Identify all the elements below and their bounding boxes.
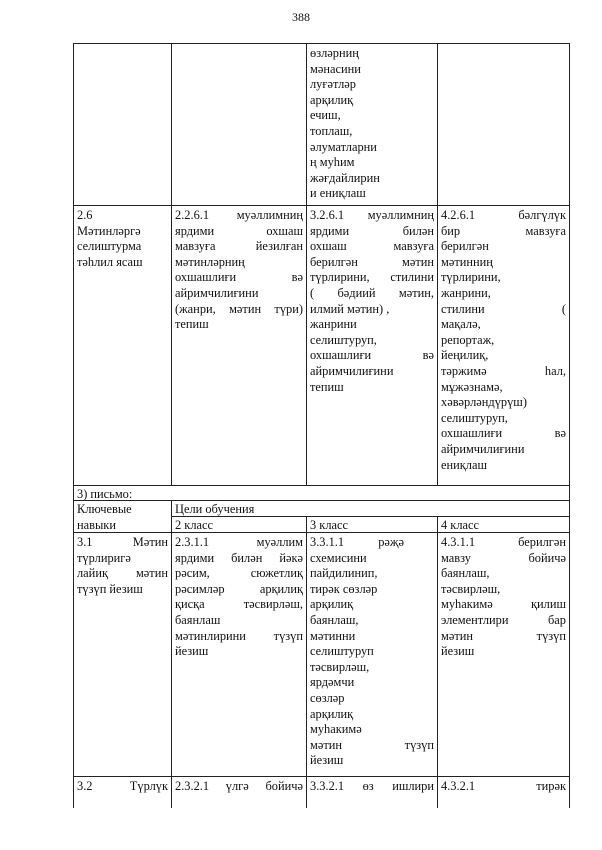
row-3-2-col3 [307,778,437,795]
text-line: ениқлаш [441,457,488,472]
text-line: ечиш, [310,108,341,123]
text-line: ярдими билән [310,223,434,238]
text-line: 4 класс [441,518,479,532]
text-line: тәсвирләш, [310,659,370,674]
text-line: селиштуруп [310,644,374,659]
text-line: 2 класс [175,518,213,532]
text-line: репортаж, [441,332,495,347]
text-line: рәсим, сюжетлиқ [175,566,303,581]
text-line: тәсвирләш, [441,581,501,596]
text-line: мәтинлирини түзүп [175,628,303,643]
text-line: лайиқ мәтин [77,566,168,581]
text-line: 3.2 Түрлүк [77,779,168,793]
text-line: 4.3.1.1 берилгән [441,535,566,549]
text-line: тепиш [310,379,344,394]
text-line: жанрини, [441,285,491,300]
text-line: ( бәдиий мәтин, [310,285,434,300]
text-line: айримчилиғини [175,285,259,300]
text-line: мақалә, [441,317,481,332]
section-title: 3) письмо: [77,487,133,501]
text-line: берилгән мәтин [310,254,434,269]
text-line: түрлирини, стилини [310,270,434,285]
text-line: луғәтләр [310,77,356,92]
text-line: түзүп йезиш [77,581,143,596]
top-row-col3 [307,45,437,202]
text-line: түрлиригә [77,550,131,565]
text-line: Цели обучения [175,502,255,516]
row-3-2-col1 [74,778,171,795]
text-line: элементлири бар [441,612,566,627]
text-line: йезиш [310,753,344,768]
text-line: йеңилиқ, [441,348,489,363]
text-line: 3.2.6.1 муәллимниң [310,208,434,222]
text-line: мавзу бойичә [441,550,566,565]
row-3-2-col2 [172,778,306,795]
row-3-2-col4 [438,778,569,795]
text-line: қисқа тәсвирләш, [175,597,303,612]
row-3-1-col1 [74,534,171,597]
text-line: стилини ( [441,301,566,316]
row-2-6-col3 [307,207,437,395]
text-line: 4.2.6.1 бәлгүлүк [441,208,566,222]
text-line: арқилиқ [310,706,354,721]
text-line: ң муһим [310,155,355,170]
row-2-6-col4 [438,207,569,473]
row-2-6-col2 [172,207,306,333]
text-line: айримчилиғини [310,363,394,378]
text-line: 3.1 Мәтин [77,535,168,549]
row-3-1-col2 [172,534,306,660]
text-line: (жанри, мәтин түри) [175,301,303,316]
text-line: 3.3.2.1 өз ишлири [310,779,434,793]
text-line: навыки [77,517,116,532]
text-line: селиштурма [77,239,142,254]
text-line: илмий мәтин) , [310,301,390,316]
row-2-6-col1 [74,207,171,270]
text-line: арқилиқ [310,597,354,612]
text-line: баянлаш, [310,612,359,627]
text-line: өзләрниң [310,46,359,60]
text-line: 3.3.1.1 рәҗә [310,535,404,549]
text-line: ярдими охшаш [175,223,303,238]
text-line: мәтинни [310,628,356,643]
row-3-1-col3 [307,534,437,769]
page-number: 388 [292,10,310,24]
text-line: тирәк сөзләр [310,581,378,596]
text-line: 4.3.2.1 тирәк [441,779,566,793]
text-line: жәғдайлирин [310,170,380,185]
text-line: ярдими билән йәкә [175,550,303,565]
text-line: мәтин түзүп [441,628,566,643]
text-line: охшашлиғи вә [310,348,434,363]
text-line: селиштуруп, [441,410,508,425]
text-line: бир мавзуға [441,223,566,238]
text-line: охшашлиғи вә [441,426,566,441]
text-line: айримчилиғини [441,441,525,456]
text-line: мұжәзнамә, [441,379,503,394]
text-line: берилгән [441,239,489,254]
text-line: мәтин түзүп [310,737,434,752]
text-line: мәнасини [310,61,361,76]
text-line: 3 класс [310,518,348,532]
text-line: сөзләр [310,690,345,705]
text-line: схемисини [310,550,367,565]
text-line: жанрини [310,317,357,332]
grade-2-header [172,517,306,534]
text-line: 2.3.2.1 үлгә бойичә [175,779,303,793]
goals-header [172,501,569,518]
text-line: арқилиқ [310,92,354,107]
text-line: хәвәрләндүрүш) [441,395,527,410]
text-line: 2.2.6.1 муәллимниң [175,208,303,222]
text-line: 2.3.1.1 муәллим [175,535,303,549]
text-line: пайдилинип, [310,566,378,581]
key-skills-header [74,501,171,533]
text-line: муһакимә қилиш [441,597,566,612]
text-line: Мәтинләргә [77,223,141,238]
text-line: 2.6 [77,208,93,222]
text-line: мәтинниң [441,254,493,269]
text-line: тепиш [175,317,209,332]
text-line: тәржимә һал, [441,363,566,378]
text-line: баянлаш, [441,566,490,581]
text-line: ярдәмчи [310,675,355,690]
text-line: топлаш, [310,123,353,138]
text-line: йезиш [441,644,475,659]
grade-3-header [307,517,437,534]
text-line: и ениқлаш [310,186,366,201]
text-line: охшашлиғи вә [175,270,303,285]
text-line: муһакимә [310,722,362,737]
text-line: Ключевые [77,502,132,516]
row-3-1-col4 [438,534,569,660]
text-line: рәсимләр арқилиқ [175,581,303,596]
text-line: охшаш мавзуға [310,239,434,254]
text-line: йезиш [175,644,209,659]
grade-4-header [438,517,569,534]
text-line: баянлаш [175,612,221,627]
text-line: түрлирини, [441,270,501,285]
text-line: селиштуруп, [310,332,377,347]
text-line: мавзуға йезилған [175,239,303,254]
text-line: мәтинләрниң [175,254,245,269]
text-line: тәһлил ясаш [77,254,143,269]
text-line: әлуматларни [310,139,377,154]
